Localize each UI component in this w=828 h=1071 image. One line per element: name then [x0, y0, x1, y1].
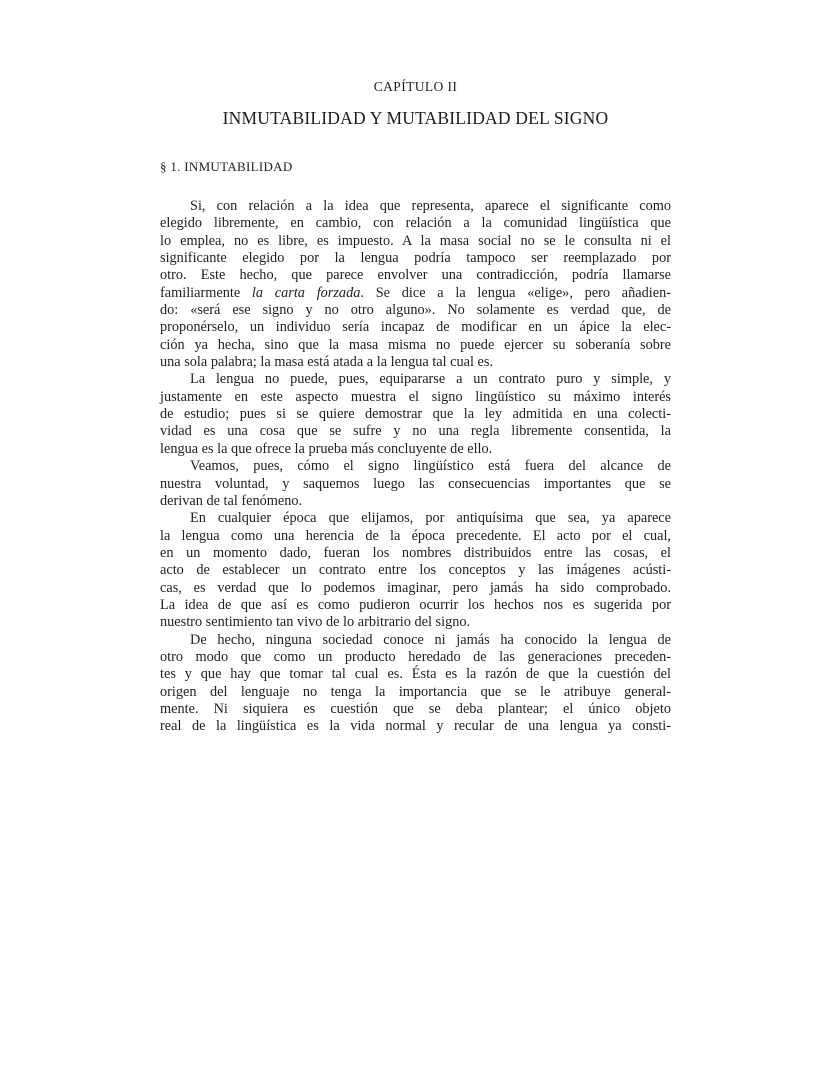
text-line: proponérselo, un individuo sería incapaz de modificar en un ápice la elec-: [160, 319, 671, 336]
chapter-label: CAPÍTULO II: [373, 79, 458, 94]
text-line: origen del lenguaje no tenga la importancia que se le atribuye general-: [160, 683, 671, 700]
text-line: acto de establecer un contrato entre los conceptos y las imágenes acústi-: [160, 562, 671, 579]
text-line: otro. Este hecho, que parece envolver una contradicción, podría llamarse: [160, 267, 671, 284]
paragraph: [160, 198, 671, 371]
text-line: real de la lingüística es la vida normal y recular de una lengua ya consti-: [160, 718, 671, 735]
text-line: otro modo que como un producto heredado de las generaciones preceden-: [160, 648, 671, 665]
text-line: En cualquier época que elijamos, por antiquísima que sea, ya aparece: [190, 510, 671, 527]
text-line: La idea de que así es como pudieron ocurrir los hechos nos es sugerida por: [160, 596, 671, 613]
paragraph: [160, 510, 671, 631]
text-line: significante elegido por la lengua podría tampoco ser reemplazado por: [160, 250, 671, 267]
text-line: familiarmente la carta forzada. Se dice a la lengua «elige», pero añadien-: [160, 284, 671, 301]
paragraph: [160, 371, 671, 458]
text-line: de estudio; pues si se quiere demostrar que la ley admitida en una colecti-: [160, 406, 671, 423]
text-line: nuestra voluntad, y saquemos luego las consecuencias importantes que se: [160, 475, 671, 492]
text-line: cas, es verdad que lo podemos imaginar, pero jamás ha sido comprobado.: [160, 579, 671, 596]
text-line: La lengua no puede, pues, equipararse a un contrato puro y simple, y: [190, 371, 671, 388]
text-line: lo emplea, no es libre, es impuesto. A la masa social no se le consulta ni el: [160, 232, 671, 249]
section-heading: § 1. INMUTABILIDAD: [160, 159, 293, 174]
text-line: De hecho, ninguna sociedad conoce ni jamás ha conocido la lengua de: [190, 631, 671, 648]
text-line: nuestro sentimiento tan vivo de lo arbitrario del signo.: [160, 614, 471, 631]
text-line: elegido libremente, en cambio, con relación a la comunidad lingüística que: [160, 215, 671, 232]
text-line: vidad es una cosa que se sufre y no una regla libremente consentida, la: [160, 423, 671, 440]
text-line: do: «será ese signo y no otro alguno». No solamente es verdad que, de: [160, 302, 671, 319]
text-line: en un momento dado, fueran los nombres distribuidos entre las cosas, el: [160, 544, 671, 561]
text-line: Si, con relación a la idea que representa, aparece el significante como: [190, 198, 671, 214]
text-line: una sola palabra; la masa está atada a la lengua tal cual es.: [160, 354, 494, 371]
text-line: ción ya hecha, sino que la masa misma no puede ejercer su soberanía sobre: [160, 336, 671, 353]
text-line: mente. Ni siquiera es cuestión que se deba plantear; el único objeto: [160, 700, 671, 717]
paragraph: [160, 632, 671, 736]
page-content: [160, 79, 671, 736]
paragraph: [160, 458, 671, 510]
text-line: justamente en este aspecto muestra el signo lingüístico su máximo interés: [160, 388, 671, 405]
text-line: la lengua como una herencia de la época precedente. El acto por el cual,: [160, 527, 671, 544]
text-line: lengua es la que ofrece la prueba más concluyente de ello.: [160, 440, 493, 457]
text-line: derivan de tal fenómeno.: [160, 492, 303, 509]
text-line: tes y que hay que tomar tal cual es. Ésta es la razón de que la cuestión del: [160, 666, 671, 683]
page-body: [160, 198, 671, 736]
page-title: INMUTABILIDAD Y MUTABILIDAD DEL SIGNO: [222, 108, 609, 128]
text-line: Veamos, pues, cómo el signo lingüístico está fuera del alcance de: [190, 458, 671, 475]
